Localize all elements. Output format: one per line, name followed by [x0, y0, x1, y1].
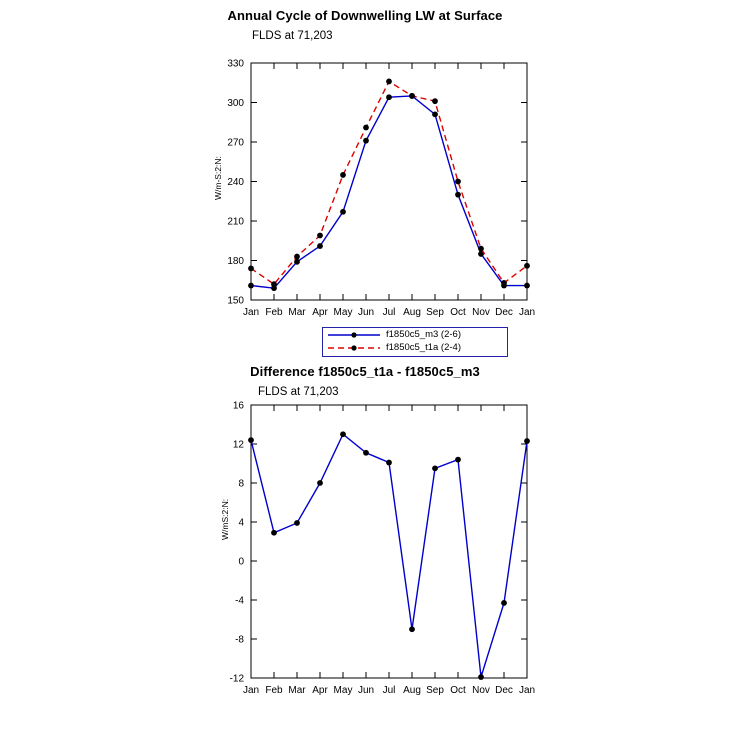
svg-text:May: May	[333, 307, 353, 318]
svg-text:Jun: Jun	[357, 307, 375, 318]
svg-text:8: 8	[238, 478, 244, 490]
svg-text:240: 240	[227, 177, 244, 188]
svg-text:Feb: Feb	[265, 307, 283, 318]
svg-text:16: 16	[232, 400, 244, 412]
difference-plot	[0, 360, 730, 730]
svg-text:210: 210	[227, 216, 244, 228]
svg-text:Jan: Jan	[518, 685, 536, 696]
svg-text:Mar: Mar	[288, 307, 306, 318]
legend-sample-dashed	[328, 342, 380, 354]
svg-text:Oct: Oct	[450, 307, 466, 318]
svg-text:Dec: Dec	[495, 307, 513, 318]
svg-text:Mar: Mar	[288, 685, 306, 696]
page-title: Annual Cycle of Downwelling LW at Surface	[227, 8, 503, 23]
svg-text:300: 300	[227, 98, 244, 109]
svg-text:-12: -12	[229, 673, 244, 685]
difference-panel	[0, 360, 730, 730]
svg-text:330: 330	[227, 58, 244, 70]
bottom-chart-y-axis-label: W/mS:2:N:	[220, 498, 230, 540]
bottom-chart-corner-label: FLDS at 71,203	[258, 386, 339, 398]
svg-text:Feb: Feb	[265, 685, 283, 696]
svg-text:Nov: Nov	[472, 307, 490, 318]
top-chart-y-axis-label: W/m-S:2:N:	[213, 156, 223, 200]
svg-text:Sep: Sep	[426, 685, 444, 696]
svg-text:Jan: Jan	[242, 307, 260, 318]
svg-text:Aug: Aug	[403, 685, 421, 696]
difference-chart-title: Difference f1850c5_t1a - f1850c5_m3	[250, 364, 480, 379]
legend	[322, 327, 508, 357]
svg-text:Dec: Dec	[495, 685, 513, 696]
legend-entry-1	[323, 341, 507, 354]
svg-text:Apr: Apr	[312, 307, 328, 318]
annual-cycle-plot	[0, 0, 730, 360]
svg-text:Apr: Apr	[312, 685, 328, 696]
legend-label-1: f1850c5_t1a (2-4)	[386, 342, 461, 353]
svg-text:Jul: Jul	[382, 307, 396, 318]
legend-entry-0	[323, 328, 507, 341]
svg-text:Sep: Sep	[426, 307, 444, 318]
svg-text:-8: -8	[235, 634, 244, 646]
svg-text:Jan: Jan	[242, 685, 260, 696]
svg-text:270: 270	[227, 137, 244, 149]
svg-text:Jul: Jul	[382, 685, 396, 696]
legend-sample-solid	[328, 329, 380, 341]
legend-label-0: f1850c5_m3 (2-6)	[386, 329, 461, 340]
svg-text:May: May	[333, 685, 353, 696]
svg-text:Jan: Jan	[518, 307, 536, 318]
svg-text:0: 0	[238, 556, 244, 568]
svg-text:-4: -4	[235, 595, 244, 607]
svg-text:150: 150	[227, 295, 244, 307]
svg-text:4: 4	[238, 517, 244, 529]
svg-text:12: 12	[232, 439, 244, 451]
svg-text:Oct: Oct	[450, 685, 466, 696]
svg-text:180: 180	[227, 256, 244, 267]
svg-text:Nov: Nov	[472, 685, 490, 696]
top-chart-corner-label: FLDS at 71,203	[252, 30, 333, 42]
svg-text:Aug: Aug	[403, 307, 421, 318]
svg-text:Jun: Jun	[357, 685, 375, 696]
annual-cycle-panel	[0, 0, 730, 360]
